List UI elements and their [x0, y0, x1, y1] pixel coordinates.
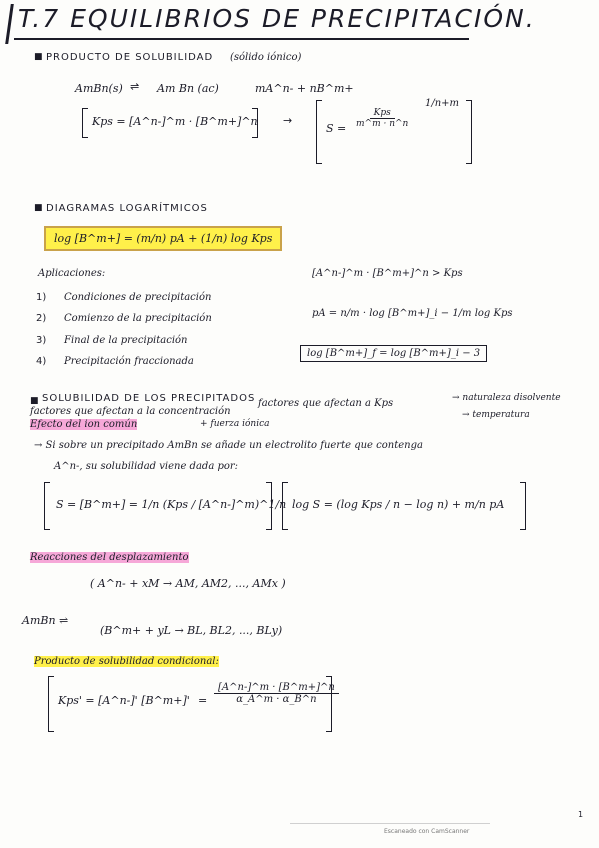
- log-formula-highlight: log [B^m+] = (m/n) pA + (1/n) log Kps: [44, 226, 282, 251]
- s-fraction: [350, 108, 414, 129]
- conditional-numerator: [A^n-]^m · [B^m+]^n: [214, 682, 339, 694]
- electrolyte-line: → Si sobre un precipitado AmBn se añade un electrolito fuerte que contenga: [34, 440, 423, 451]
- conditional-bracket-right: [326, 676, 332, 732]
- bullet-icon: ■: [30, 396, 39, 406]
- scanner-footer: Escaneado con CamScanner: [384, 828, 470, 835]
- factor-solvent: → naturaleza disolvente: [452, 393, 561, 403]
- s-exponent: 1/n+m: [425, 98, 460, 109]
- boxed-log-equation: log [B^m+]_f = log [B^m+]_i − 3: [300, 345, 487, 362]
- conditional-kps-heading: Producto de solubilidad condicional:: [34, 656, 219, 667]
- app-number: 1): [36, 292, 47, 303]
- ionic-strength-note: + fuerza iónica: [200, 419, 270, 429]
- bullet-icon: ■: [34, 52, 43, 62]
- concentration-factors: factores que afectan a la concentración: [30, 406, 231, 417]
- common-ion-effect-highlight: Efecto del ion común: [30, 419, 138, 430]
- common-ion-s-bracket-right: [266, 482, 272, 530]
- app-item: Precipitación fraccionada: [64, 356, 194, 367]
- displacement-reactions-heading: Reacciones del desplazamiento: [30, 552, 189, 563]
- kps-bracket-right: [252, 108, 258, 138]
- s-bracket-right: [466, 100, 472, 164]
- page-title: T.7 EQUILIBRIOS DE PRECIPITACIÓN.: [18, 4, 536, 33]
- app-item: Comienzo de la precipitación: [64, 313, 212, 324]
- displacement-eq-cation: (B^m+ + yL → BL, BL2, ..., BLy): [100, 624, 283, 637]
- common-ion-s-formula: S = [B^m+] = 1/n (Kps / [A^n-]^m)^1/n: [56, 498, 287, 511]
- conditional-kps-lhs: Kps' = [A^n-]' [B^m+]': [58, 694, 190, 707]
- kps-factors: factores que afectan a Kps: [258, 398, 394, 409]
- conditional-bracket-left: [48, 676, 54, 732]
- equilibrium-arrow: ⇌: [130, 80, 140, 93]
- conditional-denominator: α_A^m · α_B^n: [236, 694, 317, 705]
- displacement-eq-anion: ( A^n- + xM → AM, AM2, ..., AMx ): [90, 577, 286, 590]
- implies-arrow: →: [283, 114, 293, 127]
- kps-bracket-left: [82, 108, 88, 138]
- page-number: 1: [578, 810, 584, 819]
- app-number: 3): [36, 335, 47, 346]
- s-fraction-numerator: Kps: [370, 108, 395, 119]
- displacement-left: AmBn ⇌: [22, 614, 69, 627]
- bullet-icon: ■: [34, 203, 43, 213]
- factor-temperature: → temperatura: [462, 410, 530, 420]
- section-heading-log-diagrams: DIAGRAMAS LOGARÍTMICOS: [46, 203, 208, 214]
- log-s-bracket-right: [520, 482, 526, 530]
- s-fraction-denominator: m^m · n^n: [356, 119, 409, 129]
- app-number: 4): [36, 356, 47, 367]
- solubility-given-by: A^n-, su solubilidad viene dada por:: [54, 461, 239, 472]
- section-heading-solubility-product: PRODUCTO DE SOLUBILIDAD: [46, 52, 214, 63]
- title-bar: [5, 4, 14, 44]
- conditional-equals: =: [198, 694, 208, 707]
- app-item: Condiciones de precipitación: [64, 292, 212, 303]
- reaction-right: mA^n- + nB^m+: [255, 82, 354, 95]
- kps-expression: Kps = [A^n-]^m · [B^m+]^n: [92, 115, 258, 128]
- ionic-solid-note: (sólido iónico): [230, 52, 302, 63]
- app-number: 2): [36, 313, 47, 324]
- reaction-middle: Am Bn (ac): [157, 82, 219, 95]
- common-ion-s-bracket-left: [44, 482, 50, 530]
- log-s-bracket-left: [282, 482, 288, 530]
- log-s-formula: log S = (log Kps / n − log n) + m/n pA: [292, 498, 505, 511]
- pa-equation: pA = n/m · log [B^m+]_i − 1/m log Kps: [312, 308, 513, 319]
- reaction-left: AmBn(s): [75, 82, 123, 95]
- section-heading-solubility-precipitates: SOLUBILIDAD DE LOS PRECIPITADOS: [42, 393, 256, 404]
- s-lhs: S =: [326, 122, 347, 135]
- conditional-fraction: [212, 682, 341, 705]
- title-underline: [14, 38, 469, 40]
- footer-divider: [290, 823, 490, 824]
- app-item: Final de la precipitación: [64, 335, 188, 346]
- s-bracket-left: [316, 100, 322, 164]
- precipitation-condition: [A^n-]^m · [B^m+]^n > Kps: [312, 268, 463, 279]
- applications-title: Aplicaciones:: [38, 268, 106, 279]
